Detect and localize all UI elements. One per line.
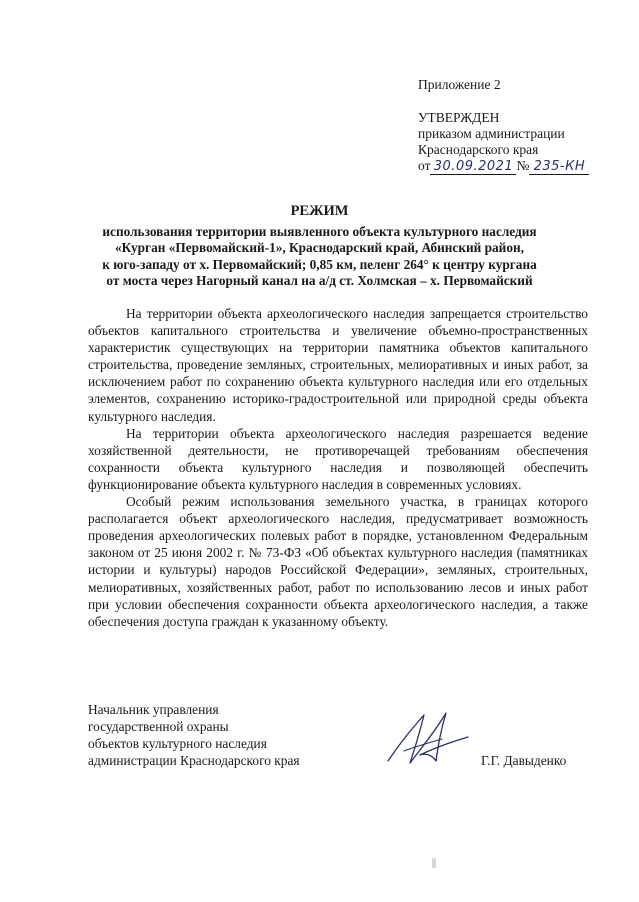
position-line-3: объектов культурного наследия <box>88 736 267 752</box>
document-title <box>60 203 579 290</box>
paragraph-prohibitions: На территории объекта археологического наследия запрещается строительство объектов капитального строительства и увеличение объемно-пространственных характеристик существующих на территории памятника объектов капитального строительства, проведение земляных, строительных, мелиоративных и иных работ, за исключением работ по сохранению объекта культурного наследия или его отдельных элементов, сохранению историко-градостроительной или природной среды объекта культурного наследия. <box>88 306 588 424</box>
date-prefix: от <box>418 158 431 173</box>
order-line-1: приказом администрации <box>418 126 565 141</box>
approval-stamp <box>418 110 589 175</box>
handwritten-signature <box>380 703 475 773</box>
document-body <box>88 305 588 630</box>
order-date-line <box>418 158 589 175</box>
title-line-2: «Курган «Первомайский-1», Краснодарский край, Абинский район, <box>115 240 524 255</box>
approved-label: УТВЕРЖДЕН <box>418 110 500 125</box>
position-line-2: государственной охраны <box>88 719 229 735</box>
paragraph-permissions: На территории объекта археологического наследия разрешается ведение хозяйственной деятельности, не противоречащей требованиям обеспечения сохранности объекта культурного наследия и позволяющей обеспечить функционирование объекта культурного наследия в современных условиях. <box>88 425 588 492</box>
title-line-1: использования территории выявленного объекта культурного наследия <box>102 223 537 239</box>
signatory-position <box>88 701 300 769</box>
title-heading: РЕЖИМ <box>290 203 349 219</box>
number-prefix: № <box>516 158 530 173</box>
order-date-handwritten: 30.09.2021 <box>430 160 516 175</box>
scan-mark <box>432 858 436 868</box>
position-line-4: администрации Краснодарского края <box>88 753 300 769</box>
order-line-2: Краснодарского края <box>418 142 539 157</box>
paragraph-special-regime: Особый режим использования земельного участка, в границах которого располагается объект археологического наследия, предусматривает возможность проведения археологических полевых работ в порядке, установленном Федеральным законом от 25 июня 2002 г. № 73-ФЗ «Об объектах культурного наследия (памятниках истории и культуры) народов Российской Федерации», земляных, строительных, мелиоративных, хозяйственных работ, работ по использованию лесов и иных работ при условии обеспечения сохранности объекта археологического наследия, а также обеспечения доступа граждан к указанному объекту. <box>88 494 588 629</box>
appendix-label: Приложение 2 <box>418 77 501 92</box>
title-line-4: от моста через Нагорный канал на а/д ст. Холмская – х. Первомайский <box>106 273 533 288</box>
signer-name: Г.Г. Давыденко <box>481 753 567 768</box>
position-line-1: Начальник управления <box>88 702 219 717</box>
title-line-3: к юго-западу от х. Первомайский; 0,85 км, пеленг 264° к центру кургана <box>102 256 537 272</box>
order-number-handwritten: 235-КН <box>529 160 589 175</box>
